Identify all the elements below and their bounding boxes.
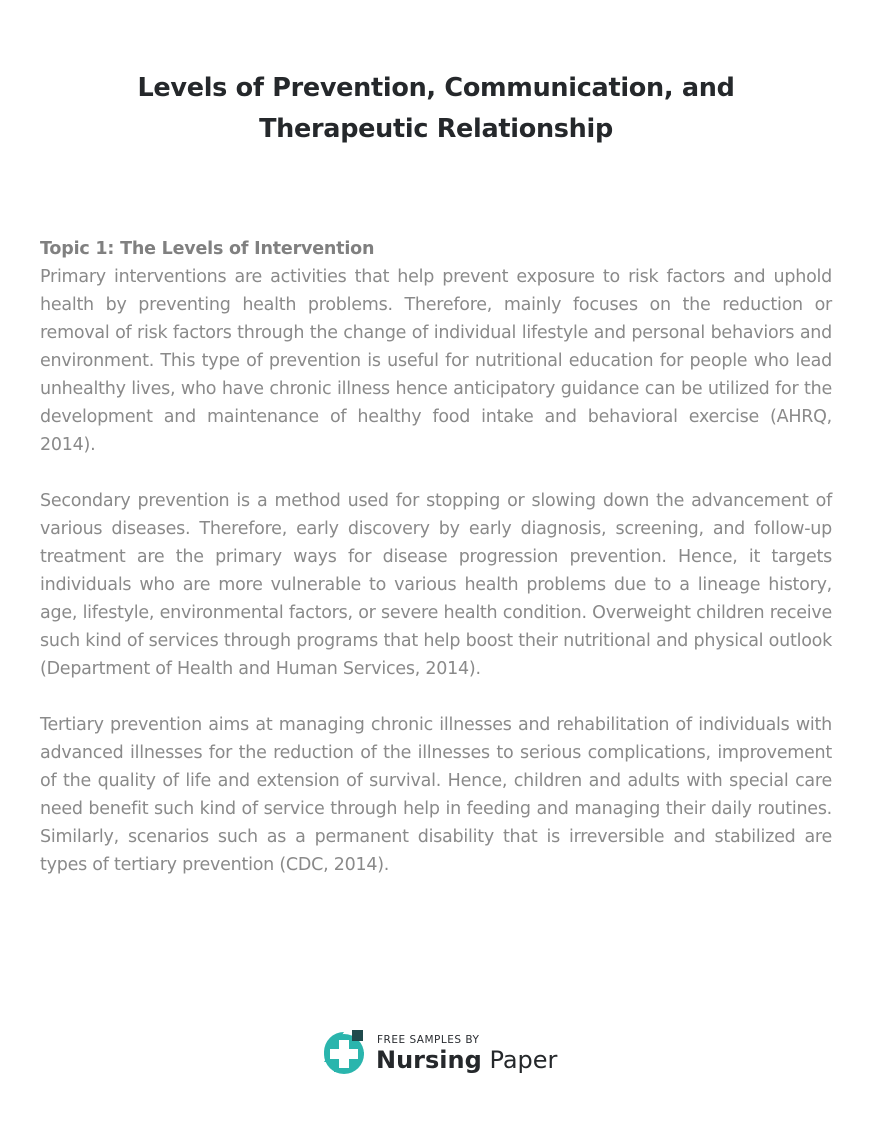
footer-tagline: FREE SAMPLES BY — [377, 1034, 480, 1046]
title-line-2: Therapeutic Relationship — [259, 114, 613, 144]
footer-brand — [376, 1045, 557, 1075]
topic-heading: Topic 1: The Levels of Intervention — [40, 239, 375, 259]
paragraph-tertiary-prevention: Tertiary prevention aims at managing chronic illnesses and rehabilitation of individuals with advanced illnesses for the reduction of the illnesses to serious complications, improvement of the quality of life and extension of survival. Hence, children and adults with special care need benefit such kind of service through help in feeding and managing their daily routines. Similarly, scenarios such as a permanent disability that is irreversible and stabilized are types of tertiary prevention (CDC, 2014). — [40, 715, 832, 875]
paragraph-secondary-prevention: Secondary prevention is a method used for stopping or slowing down the advancement of various diseases. Therefore, early discovery by early diagnosis, screening, and follow-up treatment are the primary ways for disease progression prevention. Hence, it targets individuals who are more vulnerable to various health problems due to a lineage history, age, lifestyle, environmental factors, or severe health condition. Overweight children receive such kind of services through programs that help boost their nutritional and physical outlook (Department of Health and Human Services, 2014). — [40, 491, 832, 679]
document-body — [40, 235, 832, 907]
page-title — [0, 68, 872, 150]
title-line-1: Levels of Prevention, Communication, and — [137, 73, 735, 103]
medical-cross-icon — [322, 1030, 366, 1074]
brand-regular: Paper — [489, 1046, 558, 1074]
footer-branding — [322, 1028, 562, 1076]
brand-bold: Nursing — [376, 1046, 482, 1074]
paragraph-primary-prevention: Primary interventions are activities that help prevent exposure to risk factors and uphold health by preventing health problems. Therefore, mainly focuses on the reduction or removal of risk factors through the change of individual lifestyle and personal behaviors and environment. This type of prevention is useful for nutritional education for people who lead unhealthy lives, who have chronic illness hence anticipatory guidance can be utilized for the development and maintenance of healthy food intake and behavioral exercise (AHRQ, 2014). — [40, 267, 832, 455]
